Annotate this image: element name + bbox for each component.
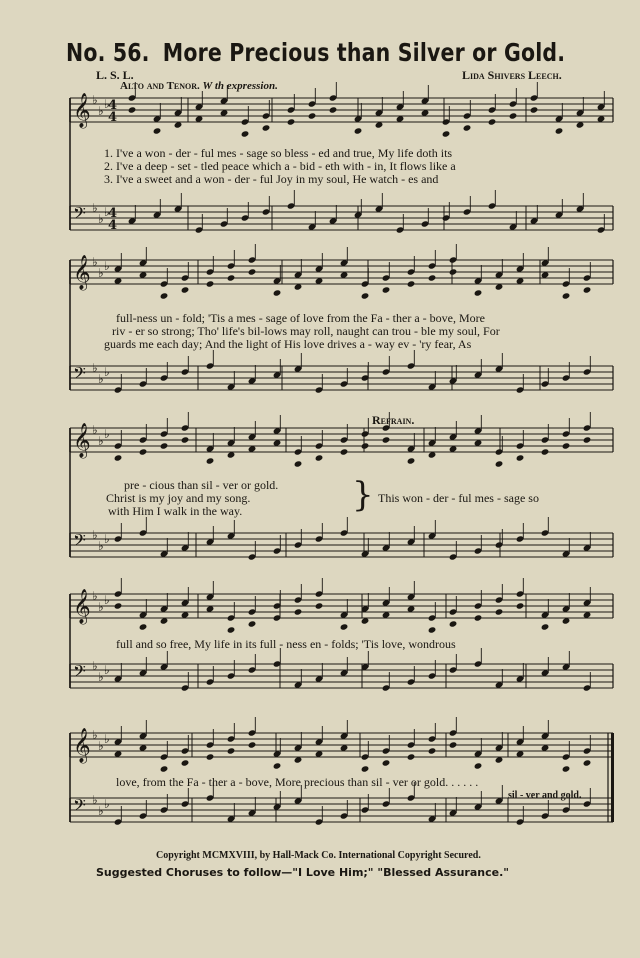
note-head <box>407 753 416 760</box>
note-head <box>361 442 370 449</box>
note-head <box>248 268 257 275</box>
flat-icon: ♭ <box>104 593 110 607</box>
note-head <box>382 436 391 443</box>
flat-icon: ♭ <box>104 365 110 379</box>
composer-credit: Lida Shivers Leech. <box>462 68 562 82</box>
note-head <box>495 608 504 615</box>
note-head <box>407 280 416 287</box>
flat-icon: ♭ <box>92 589 98 603</box>
note-head <box>128 106 137 113</box>
flat-icon: ♭ <box>104 797 110 811</box>
refrain-label: Refrain. <box>372 413 415 427</box>
flat-icon: ♭ <box>98 372 104 386</box>
flat-icon: ♭ <box>98 434 104 448</box>
lyric-line-system2-verse3: guards me each day; And the light of His love drives a - way ev - 'ry fear, As <box>104 337 472 351</box>
note-head <box>474 762 483 769</box>
flat-icon: ♭ <box>92 93 98 107</box>
note-head <box>340 448 349 455</box>
time-signature-digit: 4 <box>108 206 118 221</box>
note-head <box>428 626 437 633</box>
note-head <box>583 759 592 766</box>
note-head <box>206 753 215 760</box>
note-head <box>583 286 592 293</box>
flat-icon: ♭ <box>98 739 104 753</box>
note-head <box>516 602 525 609</box>
flat-icon: ♭ <box>104 259 110 273</box>
final-bar-thick <box>611 733 614 822</box>
flat-icon: ♭ <box>92 793 98 807</box>
note-head <box>160 442 169 449</box>
note-head <box>206 280 215 287</box>
time-signature-digit: 4 <box>108 218 118 233</box>
note-head <box>509 112 518 119</box>
lyric-line-system3-verse1: pre - cious than sil - ver or gold. <box>124 478 279 492</box>
note-head <box>153 127 162 134</box>
note-head <box>562 765 571 772</box>
flat-icon: ♭ <box>98 600 104 614</box>
flat-icon: ♭ <box>92 423 98 437</box>
note-head <box>248 741 257 748</box>
note-head <box>354 127 363 134</box>
flat-icon: ♭ <box>92 659 98 673</box>
lyric-line-refrain: This won - der - ful mes - sage so <box>378 491 539 505</box>
lyricist-credit: L. S. L. <box>96 68 134 82</box>
note-head <box>294 608 303 615</box>
note-head <box>474 289 483 296</box>
flat-icon: ♭ <box>104 427 110 441</box>
lyric-line-system3-verse2: Christ is my joy and my song. <box>106 491 251 505</box>
lyric-line-system1-verse3: 3. I've a sweet and a won - der - ful Joy in my soul, He watch - es and <box>104 172 439 186</box>
suggested-choruses: Suggested Choruses to follow—"I Love Him;" "Blessed Assurance." <box>96 866 509 879</box>
note-head <box>227 626 236 633</box>
hymn-number: No. 56. <box>66 38 150 67</box>
note-head <box>329 106 338 113</box>
note-head <box>583 436 592 443</box>
note-head <box>442 130 451 137</box>
bass-clef-icon: 𝄢 <box>73 661 86 685</box>
note-head <box>407 457 416 464</box>
flat-icon: ♭ <box>104 732 110 746</box>
note-head <box>449 620 458 627</box>
lyric-line-system3-verse3: with Him I walk in the way. <box>108 504 243 518</box>
note-head <box>248 620 257 627</box>
note-head <box>428 747 437 754</box>
note-head <box>273 289 282 296</box>
note-head <box>562 442 571 449</box>
flat-icon: ♭ <box>98 104 104 118</box>
lyric-echo-small: sil - ver and gold. <box>508 790 582 801</box>
lyric-line-system1-verse1: 1. I've a won - der - ful mes - sage so bless - ed and true, My life doth its <box>104 146 453 160</box>
note-head <box>495 460 504 467</box>
lyric-line-system2-verse2: riv - er so strong; Tho' life's bil-lows may roll, naught can trou - ble my soul, For <box>112 324 500 338</box>
flat-icon: ♭ <box>92 728 98 742</box>
flat-icon: ♭ <box>92 201 98 215</box>
note-head <box>382 286 391 293</box>
note-head <box>530 106 539 113</box>
voice-part-label: Alto and Tenor. <box>120 80 200 92</box>
note-head <box>340 623 349 630</box>
flat-icon: ♭ <box>104 532 110 546</box>
note-head <box>488 118 497 125</box>
note-head <box>139 448 148 455</box>
flat-icon: ♭ <box>98 670 104 684</box>
flat-icon: ♭ <box>92 361 98 375</box>
flat-icon: ♭ <box>104 97 110 111</box>
treble-clef-icon: 𝄞 <box>73 728 91 763</box>
note-head <box>361 292 370 299</box>
note-head <box>555 127 564 134</box>
note-head <box>160 292 169 299</box>
note-head <box>181 759 190 766</box>
note-head <box>361 765 370 772</box>
bass-clef-icon: 𝄢 <box>73 203 86 227</box>
note-head <box>139 623 148 630</box>
verse-brace-icon: } <box>352 475 374 515</box>
copyright-notice: Copyright MCMXVIII, by Hall-Mack Co. International Copyright Secured. <box>156 850 481 861</box>
lyric-line-system5: love, from the Fa - ther a - bove, More precious than sil - ver or gold. . . . . . <box>116 775 479 789</box>
note-head <box>463 124 472 131</box>
note-head <box>541 623 550 630</box>
note-head <box>516 454 525 461</box>
note-head <box>114 602 123 609</box>
note-head <box>227 747 236 754</box>
note-head <box>474 614 483 621</box>
treble-clef-icon: 𝄞 <box>73 255 91 290</box>
treble-clef-icon: 𝄞 <box>73 589 91 624</box>
flat-icon: ♭ <box>92 528 98 542</box>
flat-icon: ♭ <box>98 804 104 818</box>
note-head <box>114 454 123 461</box>
note-head <box>241 130 250 137</box>
note-head <box>315 454 324 461</box>
treble-clef-icon: 𝄞 <box>73 423 91 458</box>
bass-clef-icon: 𝄢 <box>73 795 86 819</box>
flat-icon: ♭ <box>104 663 110 677</box>
note-head <box>227 274 236 281</box>
lyric-line-system4: full and so free, My life in its full - ness en - folds; 'Tis love, wondrous <box>116 637 456 651</box>
note-head <box>449 741 458 748</box>
note-head <box>160 765 169 772</box>
expression-marking: W th expression. <box>202 80 278 92</box>
flat-icon: ♭ <box>98 266 104 280</box>
note-head <box>382 759 391 766</box>
note-head <box>562 292 571 299</box>
note-head <box>287 118 296 125</box>
note-head <box>308 112 317 119</box>
note-head <box>541 448 550 455</box>
bass-clef-icon: 𝄢 <box>73 530 86 554</box>
note-head <box>181 436 190 443</box>
note-head <box>181 286 190 293</box>
lyric-line-system2-verse1: full-ness un - fold; 'Tis a mes - sage of love from the Fa - ther a - bove, More <box>116 311 485 325</box>
flat-icon: ♭ <box>104 205 110 219</box>
treble-clef-icon: 𝄞 <box>73 93 91 128</box>
time-signature-digit: 4 <box>108 110 118 125</box>
bass-clef-icon: 𝄢 <box>73 363 86 387</box>
note-head <box>315 602 324 609</box>
note-head <box>206 457 215 464</box>
flat-icon: ♭ <box>98 212 104 226</box>
lyric-line-system1-verse2: 2. I've a deep - set - tled peace which a - bid - eth with - in, It flows like a <box>104 159 456 173</box>
flat-icon: ♭ <box>92 255 98 269</box>
note-head <box>294 460 303 467</box>
note-head <box>273 762 282 769</box>
note-head <box>428 274 437 281</box>
note-head <box>262 124 271 131</box>
flat-icon: ♭ <box>98 539 104 553</box>
hymn-title: More Precious than Silver or Gold. <box>162 38 566 67</box>
time-signature-digit: 4 <box>108 98 118 113</box>
note-head <box>449 268 458 275</box>
